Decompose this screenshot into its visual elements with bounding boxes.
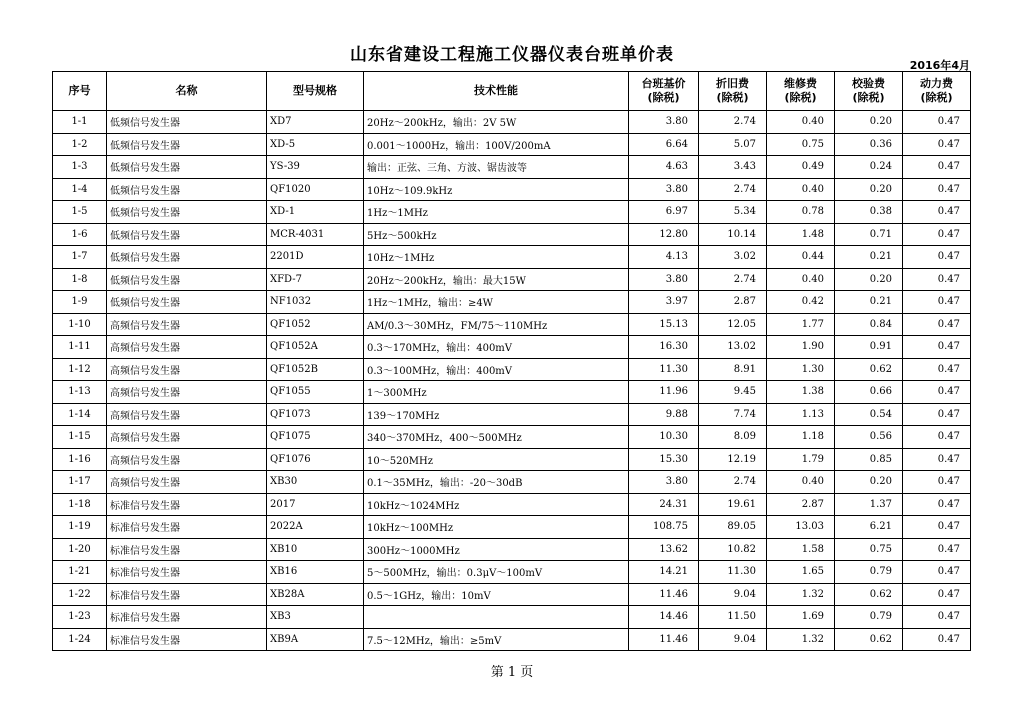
cell-name: 低频信号发生器	[107, 268, 267, 291]
cell-seq: 1-4	[53, 178, 107, 201]
cell-model: XB28A	[267, 583, 364, 606]
cell-calibration: 0.38	[835, 201, 903, 224]
cell-base-price: 24.31	[629, 493, 699, 516]
cell-depreciation: 13.02	[699, 336, 767, 359]
cell-calibration: 0.79	[835, 606, 903, 629]
cell-calibration: 0.62	[835, 628, 903, 651]
cell-repair: 0.42	[767, 291, 835, 314]
cell-power: 0.47	[903, 493, 971, 516]
table-header-row	[53, 72, 971, 111]
cell-power: 0.47	[903, 448, 971, 471]
cell-spec: 1Hz～1MHz，输出：≥4W	[364, 291, 629, 314]
cell-base-price: 16.30	[629, 336, 699, 359]
cell-power: 0.47	[903, 201, 971, 224]
cell-base-price: 11.30	[629, 358, 699, 381]
cell-name: 标准信号发生器	[107, 561, 267, 584]
cell-calibration: 0.91	[835, 336, 903, 359]
cell-calibration: 0.84	[835, 313, 903, 336]
cell-depreciation: 89.05	[699, 516, 767, 539]
cell-power: 0.47	[903, 336, 971, 359]
header-power-line2: (除税)	[920, 91, 953, 104]
cell-depreciation: 10.82	[699, 538, 767, 561]
cell-seq: 1-9	[53, 291, 107, 314]
cell-repair: 1.90	[767, 336, 835, 359]
cell-calibration: 0.20	[835, 471, 903, 494]
cell-spec: 340～370MHz，400～500MHz	[364, 426, 629, 449]
cell-repair: 0.40	[767, 268, 835, 291]
cell-calibration: 0.71	[835, 223, 903, 246]
cell-base-price: 3.80	[629, 178, 699, 201]
table-row	[53, 291, 971, 314]
cell-model: QF1020	[267, 178, 364, 201]
table-row	[53, 538, 971, 561]
header-base-price	[629, 72, 699, 111]
cell-repair: 1.13	[767, 403, 835, 426]
document-date: 2016年4月	[909, 59, 970, 72]
cell-model: NF1032	[267, 291, 364, 314]
cell-calibration: 0.79	[835, 561, 903, 584]
cell-name: 标准信号发生器	[107, 628, 267, 651]
cell-repair: 1.18	[767, 426, 835, 449]
cell-calibration: 1.37	[835, 493, 903, 516]
cell-depreciation: 7.74	[699, 403, 767, 426]
cell-spec: 300Hz～1000MHz	[364, 538, 629, 561]
cell-seq: 1-2	[53, 133, 107, 156]
cell-repair: 0.44	[767, 246, 835, 269]
cell-seq: 1-10	[53, 313, 107, 336]
table-row	[53, 426, 971, 449]
cell-model: XFD-7	[267, 268, 364, 291]
cell-model: QF1073	[267, 403, 364, 426]
cell-spec: 10kHz～100MHz	[364, 516, 629, 539]
table-row	[53, 336, 971, 359]
cell-calibration: 0.54	[835, 403, 903, 426]
header-depreciation-line1: 折旧费	[716, 77, 749, 90]
cell-base-price: 9.88	[629, 403, 699, 426]
cell-name: 低频信号发生器	[107, 246, 267, 269]
cell-spec	[364, 606, 629, 629]
cell-base-price: 13.62	[629, 538, 699, 561]
cell-seq: 1-1	[53, 111, 107, 134]
cell-calibration: 0.21	[835, 246, 903, 269]
cell-model: XB9A	[267, 628, 364, 651]
cell-seq: 1-16	[53, 448, 107, 471]
cell-depreciation: 3.02	[699, 246, 767, 269]
cell-seq: 1-3	[53, 156, 107, 179]
cell-base-price: 12.80	[629, 223, 699, 246]
cell-name: 低频信号发生器	[107, 156, 267, 179]
table-row	[53, 268, 971, 291]
cell-spec: 139～170MHz	[364, 403, 629, 426]
cell-model: XD-5	[267, 133, 364, 156]
cell-base-price: 3.97	[629, 291, 699, 314]
table-row	[53, 246, 971, 269]
cell-seq: 1-23	[53, 606, 107, 629]
cell-model: XD-1	[267, 201, 364, 224]
cell-spec: 0.001～1000Hz，输出：100V/200mA	[364, 133, 629, 156]
cell-power: 0.47	[903, 628, 971, 651]
cell-power: 0.47	[903, 471, 971, 494]
cell-seq: 1-5	[53, 201, 107, 224]
cell-calibration: 0.36	[835, 133, 903, 156]
cell-seq: 1-15	[53, 426, 107, 449]
cell-depreciation: 2.74	[699, 178, 767, 201]
cell-repair: 1.38	[767, 381, 835, 404]
header-depreciation-line2: (除税)	[716, 91, 749, 104]
cell-depreciation: 5.07	[699, 133, 767, 156]
cell-base-price: 15.30	[629, 448, 699, 471]
cell-repair: 1.30	[767, 358, 835, 381]
cell-repair: 0.49	[767, 156, 835, 179]
cell-base-price: 6.97	[629, 201, 699, 224]
cell-name: 低频信号发生器	[107, 291, 267, 314]
cell-spec: 0.3～100MHz，输出：400mV	[364, 358, 629, 381]
cell-seq: 1-21	[53, 561, 107, 584]
cell-name: 高频信号发生器	[107, 426, 267, 449]
cell-depreciation: 10.14	[699, 223, 767, 246]
cell-power: 0.47	[903, 133, 971, 156]
cell-base-price: 108.75	[629, 516, 699, 539]
cell-base-price: 11.46	[629, 583, 699, 606]
cell-model: 2201D	[267, 246, 364, 269]
cell-spec: AM/0.3～30MHz，FM/75～110MHz	[364, 313, 629, 336]
cell-depreciation: 9.04	[699, 583, 767, 606]
cell-seq: 1-8	[53, 268, 107, 291]
cell-seq: 1-24	[53, 628, 107, 651]
cell-power: 0.47	[903, 111, 971, 134]
header-power	[903, 72, 971, 111]
header-repair-line1: 维修费	[784, 77, 817, 90]
header-base-price-line2: (除税)	[647, 91, 680, 104]
table-row	[53, 403, 971, 426]
table-row	[53, 358, 971, 381]
price-table	[52, 71, 971, 651]
cell-seq: 1-13	[53, 381, 107, 404]
cell-depreciation: 11.30	[699, 561, 767, 584]
cell-calibration: 0.21	[835, 291, 903, 314]
cell-repair: 0.75	[767, 133, 835, 156]
cell-seq: 1-19	[53, 516, 107, 539]
cell-repair: 1.32	[767, 583, 835, 606]
cell-depreciation: 2.87	[699, 291, 767, 314]
cell-seq: 1-7	[53, 246, 107, 269]
cell-seq: 1-22	[53, 583, 107, 606]
cell-model: XB3	[267, 606, 364, 629]
cell-power: 0.47	[903, 403, 971, 426]
cell-spec: 1Hz～1MHz	[364, 201, 629, 224]
cell-calibration: 6.21	[835, 516, 903, 539]
cell-model: QF1075	[267, 426, 364, 449]
cell-name: 高频信号发生器	[107, 403, 267, 426]
cell-name: 高频信号发生器	[107, 358, 267, 381]
cell-power: 0.47	[903, 516, 971, 539]
cell-power: 0.47	[903, 538, 971, 561]
cell-seq: 1-14	[53, 403, 107, 426]
cell-calibration: 0.85	[835, 448, 903, 471]
cell-spec: 10～520MHz	[364, 448, 629, 471]
cell-base-price: 3.80	[629, 471, 699, 494]
cell-repair: 0.40	[767, 471, 835, 494]
cell-calibration: 0.20	[835, 178, 903, 201]
cell-model: XB16	[267, 561, 364, 584]
cell-spec: 10kHz～1024MHz	[364, 493, 629, 516]
cell-model: XB10	[267, 538, 364, 561]
table-body	[53, 111, 971, 651]
cell-repair: 1.58	[767, 538, 835, 561]
cell-repair: 1.65	[767, 561, 835, 584]
cell-repair: 1.79	[767, 448, 835, 471]
cell-power: 0.47	[903, 223, 971, 246]
cell-model: 2017	[267, 493, 364, 516]
cell-repair: 0.78	[767, 201, 835, 224]
cell-power: 0.47	[903, 583, 971, 606]
table-row	[53, 606, 971, 629]
table-row	[53, 133, 971, 156]
header-calibration-line1: 校验费	[852, 77, 885, 90]
table-row	[53, 201, 971, 224]
cell-spec: 1～300MHz	[364, 381, 629, 404]
header-depreciation	[699, 72, 767, 111]
cell-power: 0.47	[903, 606, 971, 629]
cell-depreciation: 5.34	[699, 201, 767, 224]
cell-name: 标准信号发生器	[107, 606, 267, 629]
cell-spec: 5Hz～500kHz	[364, 223, 629, 246]
cell-depreciation: 19.61	[699, 493, 767, 516]
header-spec: 技术性能	[364, 72, 629, 111]
cell-depreciation: 12.19	[699, 448, 767, 471]
cell-depreciation: 2.74	[699, 111, 767, 134]
cell-spec: 10Hz～1MHz	[364, 246, 629, 269]
header-seq: 序号	[53, 72, 107, 111]
cell-seq: 1-20	[53, 538, 107, 561]
cell-base-price: 4.63	[629, 156, 699, 179]
cell-base-price: 10.30	[629, 426, 699, 449]
cell-repair: 1.77	[767, 313, 835, 336]
cell-depreciation: 3.43	[699, 156, 767, 179]
cell-seq: 1-12	[53, 358, 107, 381]
cell-name: 高频信号发生器	[107, 336, 267, 359]
cell-model: QF1052	[267, 313, 364, 336]
cell-model: QF1052B	[267, 358, 364, 381]
cell-base-price: 4.13	[629, 246, 699, 269]
cell-depreciation: 2.74	[699, 471, 767, 494]
cell-calibration: 0.66	[835, 381, 903, 404]
cell-depreciation: 9.45	[699, 381, 767, 404]
cell-name: 高频信号发生器	[107, 471, 267, 494]
document-title: 山东省建设工程施工仪器仪表台班单价表	[350, 45, 674, 65]
header-calibration-line2: (除税)	[852, 91, 885, 104]
cell-model: QF1052A	[267, 336, 364, 359]
cell-depreciation: 8.91	[699, 358, 767, 381]
cell-name: 标准信号发生器	[107, 493, 267, 516]
cell-repair: 1.48	[767, 223, 835, 246]
table-row	[53, 381, 971, 404]
table-row	[53, 111, 971, 134]
cell-power: 0.47	[903, 156, 971, 179]
header-base-price-line1: 台班基价	[641, 77, 686, 90]
cell-repair: 13.03	[767, 516, 835, 539]
cell-power: 0.47	[903, 291, 971, 314]
header-power-line1: 动力费	[920, 77, 953, 90]
cell-spec: 5～500MHz，输出：0.3μV～100mV	[364, 561, 629, 584]
cell-seq: 1-18	[53, 493, 107, 516]
cell-name: 标准信号发生器	[107, 583, 267, 606]
cell-spec: 10Hz～109.9kHz	[364, 178, 629, 201]
cell-power: 0.47	[903, 313, 971, 336]
cell-depreciation: 2.74	[699, 268, 767, 291]
cell-name: 低频信号发生器	[107, 178, 267, 201]
cell-name: 标准信号发生器	[107, 516, 267, 539]
cell-spec: 20Hz～200kHz，输出：最大15W	[364, 268, 629, 291]
cell-base-price: 14.21	[629, 561, 699, 584]
cell-power: 0.47	[903, 561, 971, 584]
cell-power: 0.47	[903, 178, 971, 201]
cell-name: 低频信号发生器	[107, 133, 267, 156]
cell-depreciation: 11.50	[699, 606, 767, 629]
header-name: 名称	[107, 72, 267, 111]
cell-name: 高频信号发生器	[107, 381, 267, 404]
cell-model: XB30	[267, 471, 364, 494]
cell-model: MCR-4031	[267, 223, 364, 246]
cell-calibration: 0.62	[835, 358, 903, 381]
cell-base-price: 11.96	[629, 381, 699, 404]
cell-name: 低频信号发生器	[107, 111, 267, 134]
header-calibration	[835, 72, 903, 111]
cell-name: 高频信号发生器	[107, 313, 267, 336]
table-row	[53, 471, 971, 494]
cell-power: 0.47	[903, 246, 971, 269]
cell-base-price: 15.13	[629, 313, 699, 336]
cell-spec: 0.3～170MHz，输出：400mV	[364, 336, 629, 359]
table-row	[53, 516, 971, 539]
cell-spec: 20Hz～200kHz，输出：2V 5W	[364, 111, 629, 134]
table-row	[53, 628, 971, 651]
cell-power: 0.47	[903, 381, 971, 404]
cell-name: 标准信号发生器	[107, 538, 267, 561]
cell-spec: 0.1～35MHz，输出：-20～30dB	[364, 471, 629, 494]
table-row	[53, 156, 971, 179]
cell-calibration: 0.20	[835, 111, 903, 134]
table-row	[53, 493, 971, 516]
cell-power: 0.47	[903, 426, 971, 449]
cell-repair: 0.40	[767, 178, 835, 201]
header-repair-line2: (除税)	[784, 91, 817, 104]
table-row	[53, 223, 971, 246]
cell-seq: 1-11	[53, 336, 107, 359]
cell-spec: 7.5～12MHz，输出：≥5mV	[364, 628, 629, 651]
header-model: 型号规格	[267, 72, 364, 111]
cell-power: 0.47	[903, 358, 971, 381]
cell-calibration: 0.75	[835, 538, 903, 561]
cell-calibration: 0.62	[835, 583, 903, 606]
cell-calibration: 0.20	[835, 268, 903, 291]
cell-model: QF1055	[267, 381, 364, 404]
cell-base-price: 6.64	[629, 133, 699, 156]
cell-spec: 0.5～1GHz，输出：10mV	[364, 583, 629, 606]
cell-base-price: 3.80	[629, 111, 699, 134]
table-row	[53, 313, 971, 336]
cell-spec: 输出：正弦、三角、方波、锯齿波等	[364, 156, 629, 179]
cell-name: 高频信号发生器	[107, 448, 267, 471]
cell-depreciation: 12.05	[699, 313, 767, 336]
table-row	[53, 583, 971, 606]
cell-base-price: 14.46	[629, 606, 699, 629]
cell-base-price: 3.80	[629, 268, 699, 291]
header-repair	[767, 72, 835, 111]
table-row	[53, 178, 971, 201]
cell-name: 低频信号发生器	[107, 201, 267, 224]
cell-model: QF1076	[267, 448, 364, 471]
cell-power: 0.47	[903, 268, 971, 291]
cell-repair: 0.40	[767, 111, 835, 134]
cell-depreciation: 9.04	[699, 628, 767, 651]
cell-repair: 1.32	[767, 628, 835, 651]
cell-repair: 2.87	[767, 493, 835, 516]
cell-depreciation: 8.09	[699, 426, 767, 449]
cell-seq: 1-6	[53, 223, 107, 246]
cell-name: 低频信号发生器	[107, 223, 267, 246]
cell-base-price: 11.46	[629, 628, 699, 651]
cell-calibration: 0.56	[835, 426, 903, 449]
cell-model: XD7	[267, 111, 364, 134]
table-row	[53, 448, 971, 471]
cell-seq: 1-17	[53, 471, 107, 494]
cell-calibration: 0.24	[835, 156, 903, 179]
cell-model: YS-39	[267, 156, 364, 179]
cell-model: 2022A	[267, 516, 364, 539]
cell-repair: 1.69	[767, 606, 835, 629]
page-footer: 第 1 页	[490, 665, 534, 680]
table-row	[53, 561, 971, 584]
